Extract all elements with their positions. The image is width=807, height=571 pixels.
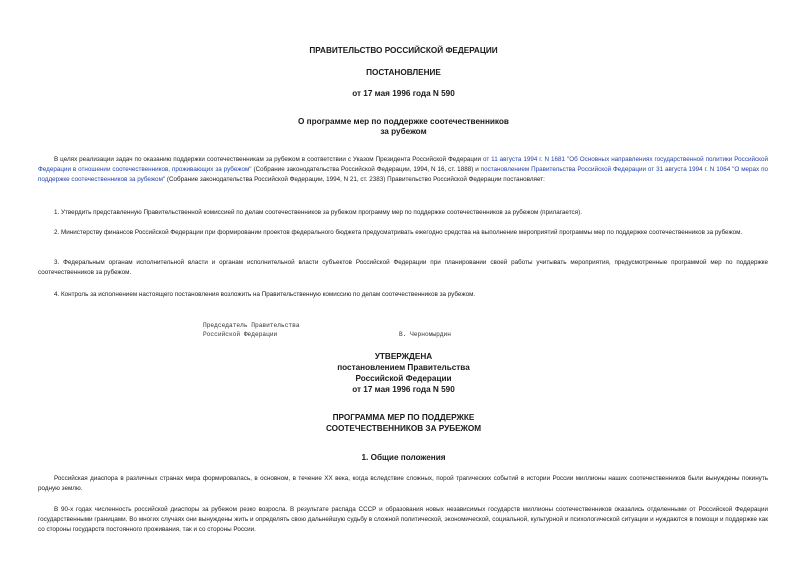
approved-line4: от 17 мая 1996 года N 590 bbox=[352, 385, 455, 394]
preamble-paragraph bbox=[38, 155, 768, 186]
item-1-paragraph: 1. Утвердить представленную Правительственной комиссией по делам соотечественников за рубежом программу мер по поддержке соотечественников за рубежом (прилагается). bbox=[54, 209, 582, 216]
preamble-text-2: (Собрание законодательства Российской Федерации, 1994, N 16, ст. 1888) и bbox=[253, 166, 479, 174]
approved-line2: постановлением Правительства bbox=[337, 363, 470, 372]
doc-type-heading: ПОСТАНОВЛЕНИЕ bbox=[366, 68, 441, 77]
section-1-heading: 1. Общие положения bbox=[361, 453, 446, 462]
doc-date-number: от 17 мая 1996 года N 590 bbox=[352, 89, 455, 98]
resolution-1064-link[interactable]: постановлением Правительства Российской Федерации от 31 августа 1994 г. N 1064 "О мерах по поддержке соотечественников за рубежом" bbox=[38, 166, 769, 184]
item-4-paragraph: 4. Контроль за исполнением настоящего постановления возложить на Правительственную комиссию по делам соотечественников за рубежом. bbox=[54, 291, 476, 298]
doc-title-line2: за рубежом bbox=[380, 127, 427, 136]
doc-title-line1: О программе мер по поддержке соотечественников bbox=[298, 117, 509, 126]
signature-role-line1: Председатель Правительства bbox=[203, 322, 300, 329]
section-1-paragraph-2: В 90-х годах численность российской диаспоры за рубежом резко возросла. В результате распада СССР и образования новых независимых государств миллионы соотечественников оказались отделенными от Российской Федерации государственными границами. Во многих случаях они вынуждены жить и определять свою дальнейшую судьбу в сложной политической, экономической, социальной, культурной и психологической ситуации и нуждаются в помощи и поддержке как со стороны государств постоянного проживания, так и со стороны России. bbox=[38, 506, 768, 534]
item-3-paragraph: 3. Федеральным органам исполнительной власти и органам исполнительной власти субъектов Российской Федерации при планировании своей работы учитывать мероприятия, предусмотренные программой мер по поддержке соотечественников за рубежом. bbox=[38, 259, 768, 277]
program-title-line2: СООТЕЧЕСТВЕННИКОВ ЗА РУБЕЖОМ bbox=[325, 424, 482, 433]
signature-name: В. Черномырдин bbox=[399, 331, 451, 338]
government-heading: ПРАВИТЕЛЬСТВО РОССИЙСКОЙ ФЕДЕРАЦИИ bbox=[309, 46, 498, 55]
approved-line3: Российской Федерации bbox=[355, 374, 452, 383]
approved-line1: УТВЕРЖДЕНА bbox=[374, 352, 433, 361]
item-2-paragraph: 2. Министерству финансов Российской Федерации при формировании проектов федерального бюджета предусматривать ежегодно средства на выполнение мероприятий программы мер по поддержке соотечественников за рубежом. bbox=[54, 229, 743, 236]
program-title-line1: ПРОГРАММА МЕР ПО ПОДДЕРЖКЕ bbox=[332, 413, 475, 422]
signature-role-line2: Российской Федерации bbox=[203, 331, 278, 338]
preamble-text-1: В целях реализации задач по оказанию поддержки соотечественникам за рубежом в соответствии с Указом Президента Российской Федерации bbox=[54, 156, 481, 163]
preamble-text-3: (Собрание законодательства Российской Федерации, 1994, N 21, ст. 2383) Правительство Российской Федерации постановляет: bbox=[166, 176, 545, 184]
decree-1681-link[interactable]: от 11 августа 1994 г. N 1681 "Об Основных направлениях государственной политики Российской Федерации в отношении соотечественников, проживающих за рубежом" bbox=[38, 156, 768, 174]
section-1-paragraph-1: Российская диаспора в различных странах мира формировалась, в основном, в течение XX века, когда вследствие сложных, порой трагических событий в истории России миллионы наших соотечественников были вынуждены покинуть родную землю. bbox=[38, 475, 768, 493]
